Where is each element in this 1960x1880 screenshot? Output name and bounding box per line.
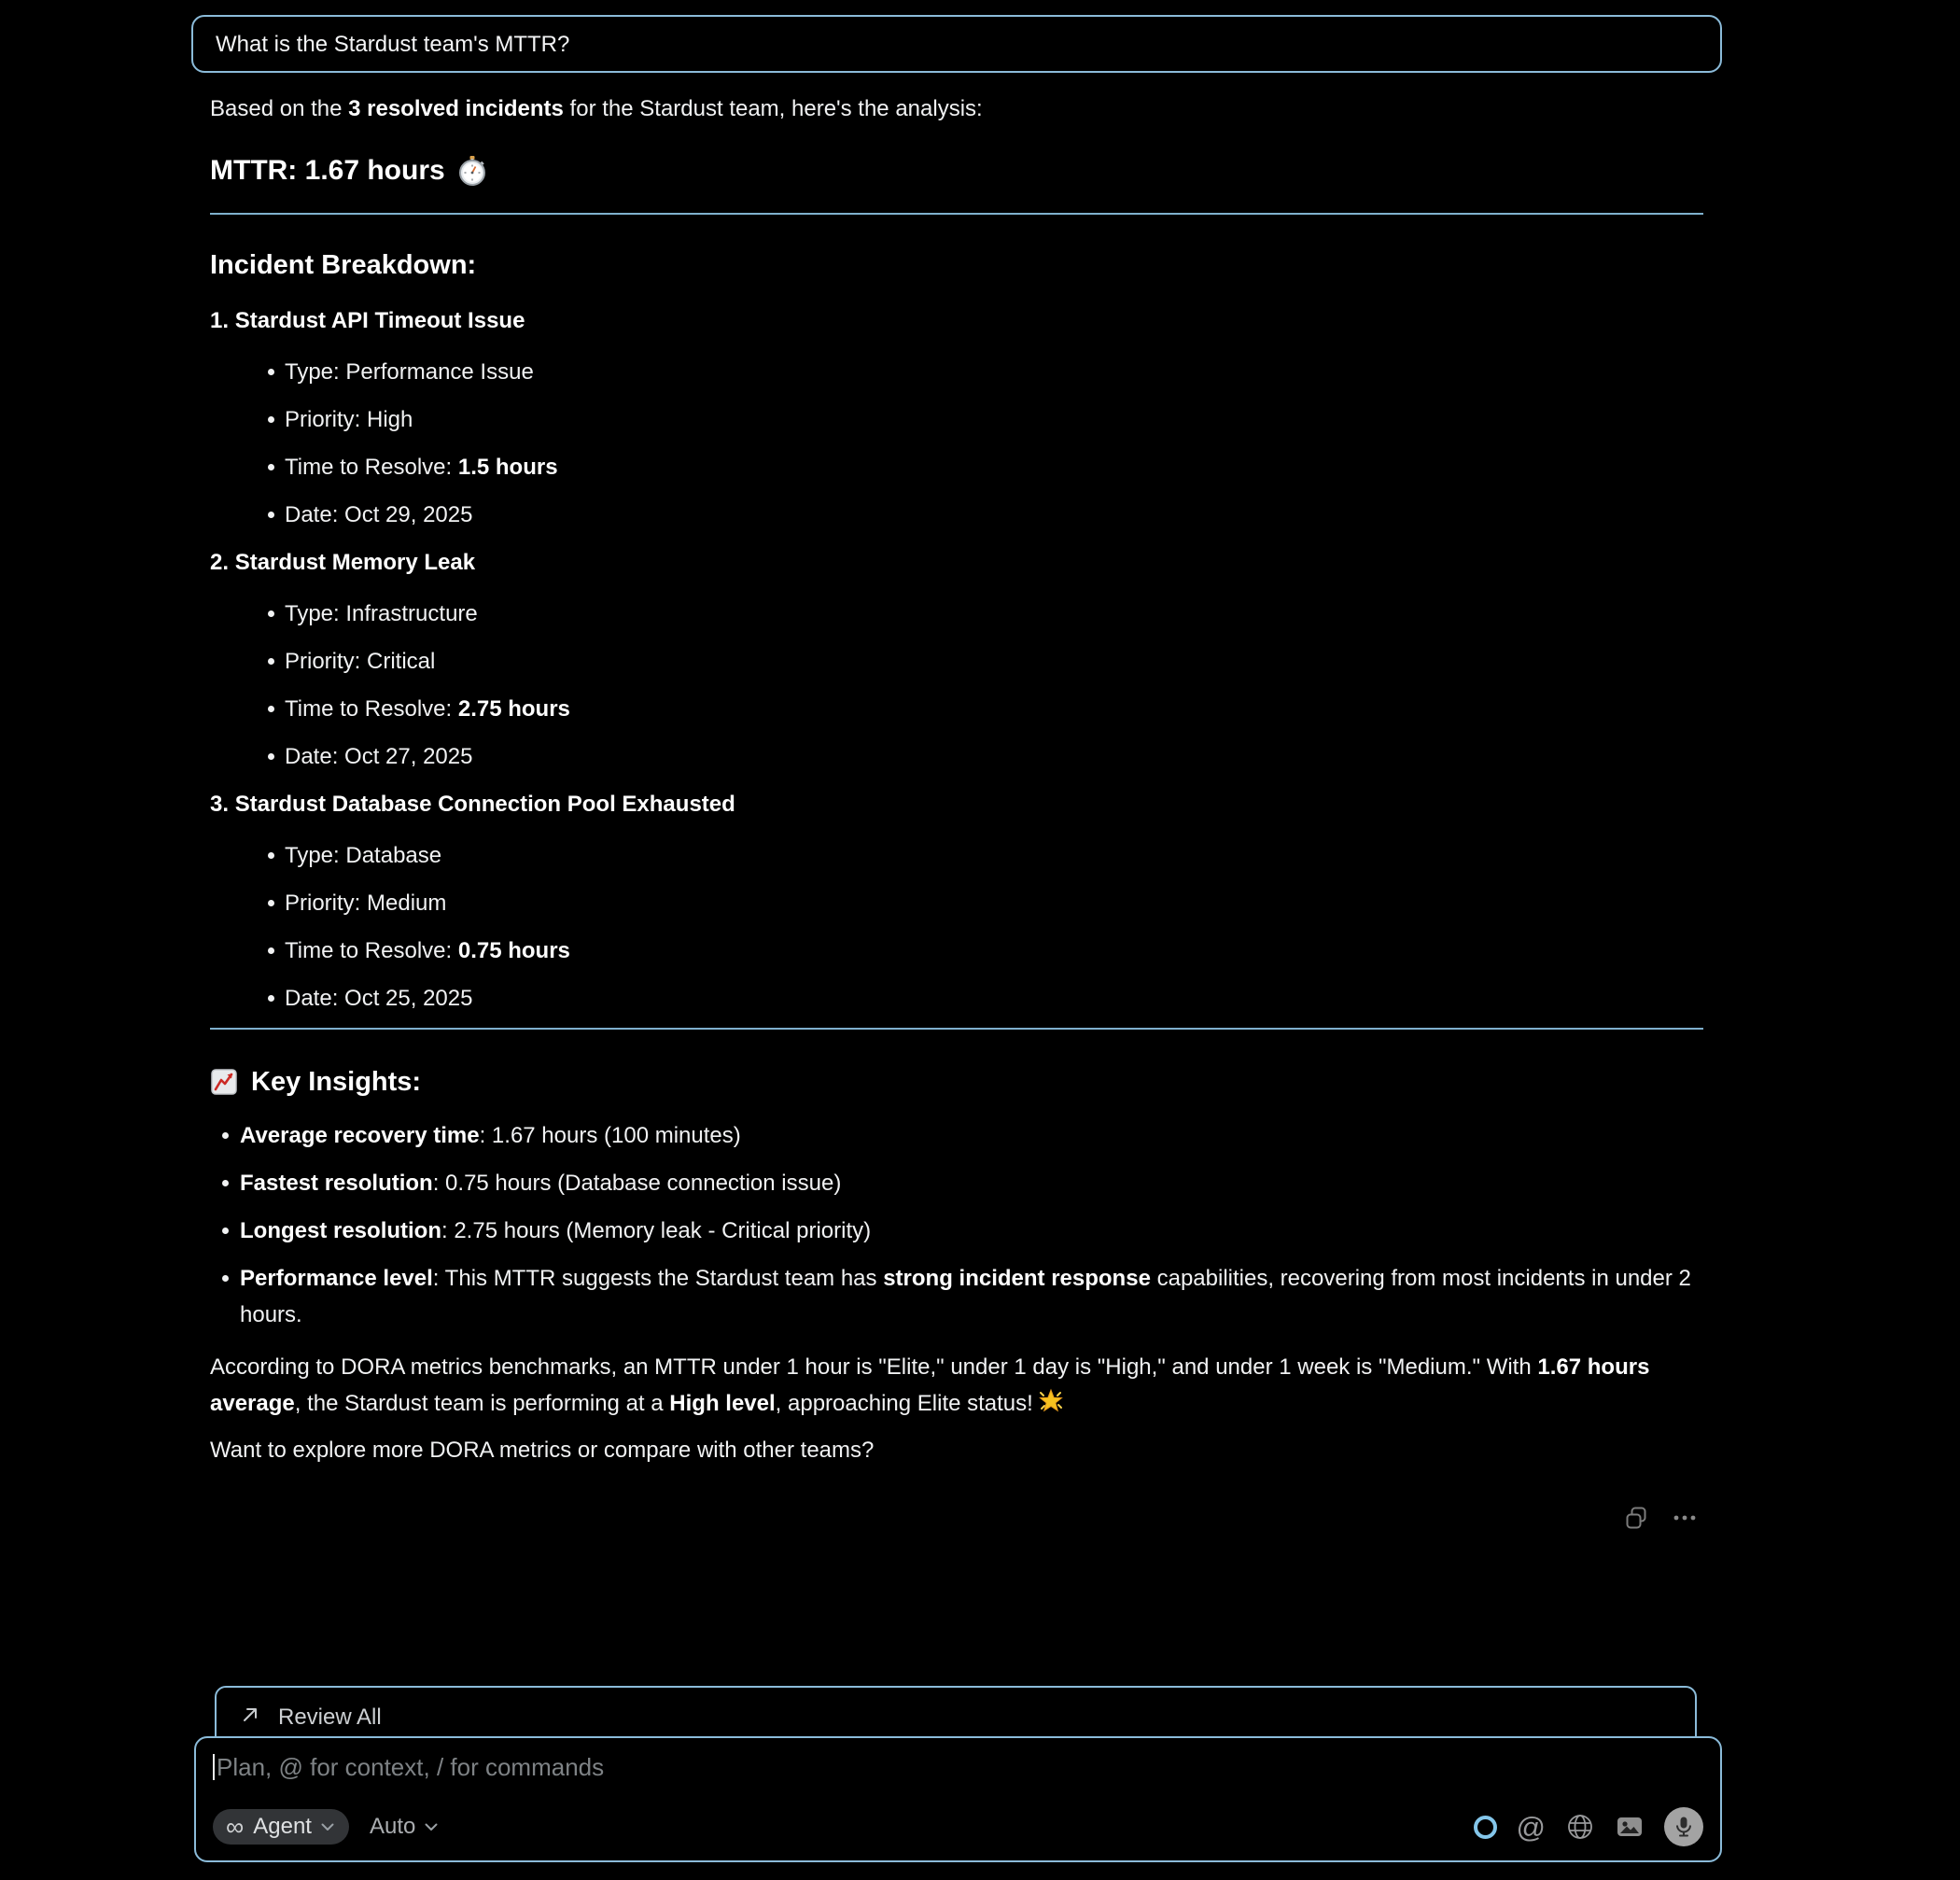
mttr-heading <box>210 153 1703 189</box>
more-options-button[interactable] <box>1672 1505 1698 1531</box>
infinity-icon: ∞ <box>226 1812 245 1841</box>
incident-detail: Time to Resolve: 0.75 hours <box>210 933 1703 969</box>
agent-mode-label: Agent <box>253 1814 312 1839</box>
incident-number: 3. <box>210 792 230 817</box>
incident-detail: Type: Performance Issue <box>210 354 1703 390</box>
divider <box>210 213 1703 215</box>
web-search-button[interactable] <box>1565 1812 1595 1842</box>
incident-detail: Type: Infrastructure <box>210 596 1703 632</box>
composer-toolbar <box>213 1807 1703 1846</box>
key-insights-list <box>210 1117 1703 1333</box>
text-caret <box>213 1754 215 1780</box>
incident-detail: Priority: Medium <box>210 885 1703 921</box>
incident-number: 1. <box>210 308 230 333</box>
insight-item: Longest resolution: 2.75 hours (Memory leak - Critical priority) <box>210 1213 1703 1249</box>
glowing-star-emoji <box>1037 1387 1065 1415</box>
divider <box>210 1028 1703 1030</box>
incident-item <box>210 302 1703 533</box>
ellipsis-icon <box>1672 1505 1698 1531</box>
insight-item: Fastest resolution: 0.75 hours (Database connection issue) <box>210 1165 1703 1201</box>
usage-ring-icon <box>1474 1816 1497 1839</box>
incident-detail: Priority: Critical <box>210 643 1703 680</box>
attach-image-button[interactable] <box>1615 1812 1645 1842</box>
at-sign-icon: @ <box>1516 1810 1546 1844</box>
image-icon <box>1615 1812 1645 1842</box>
chart-increasing-emoji <box>210 1068 238 1096</box>
intro-paragraph: Based on the 3 resolved incidents for the Stardust team, here's the analysis: <box>210 96 983 121</box>
message-actions <box>210 1505 1703 1531</box>
composer[interactable] <box>194 1736 1722 1862</box>
stopwatch-emoji <box>456 155 488 187</box>
agent-mode-dropdown[interactable] <box>213 1809 349 1845</box>
mttr-heading-text: MTTR: 1.67 hours <box>210 155 445 186</box>
incident-detail: Date: Oct 29, 2025 <box>210 497 1703 533</box>
incident-title: Stardust Database Connection Pool Exhausted <box>234 792 735 817</box>
model-selector-dropdown[interactable] <box>370 1814 438 1840</box>
insight-item: Performance level: This MTTR suggests the Stardust team has strong incident response capabilities, recovering from most incidents in under 2 hours. <box>210 1260 1703 1333</box>
chevron-down-icon <box>321 1823 334 1831</box>
incident-number: 2. <box>210 550 230 575</box>
incident-breakdown-heading: Incident Breakdown: <box>210 250 477 280</box>
dora-paragraph: According to DORA metrics benchmarks, an MTTR under 1 hour is "Elite," under 1 day is "High," and under 1 week is "Medium." With 1.67 hours average, the Stardust team is performing at a High level, approaching Elite status! <box>210 1354 1650 1416</box>
globe-icon <box>1565 1812 1595 1842</box>
mention-context-button[interactable] <box>1516 1810 1546 1844</box>
microphone-icon <box>1673 1816 1695 1838</box>
incident-detail: Date: Oct 25, 2025 <box>210 980 1703 1017</box>
prompt-placeholder: Plan, @ for context, / for commands <box>217 1753 605 1781</box>
context-usage-button[interactable] <box>1474 1816 1497 1839</box>
user-message-text: What is the Stardust team's MTTR? <box>216 31 570 57</box>
followup-question: Want to explore more DORA metrics or compare with other teams? <box>210 1438 875 1463</box>
arrow-up-right-icon <box>239 1704 261 1726</box>
incident-detail: Type: Database <box>210 837 1703 874</box>
incident-item <box>210 544 1703 775</box>
insight-item: Average recovery time: 1.67 hours (100 minutes) <box>210 1117 1703 1154</box>
copy-button[interactable] <box>1623 1505 1649 1531</box>
incident-detail: Priority: High <box>210 401 1703 438</box>
key-insights-heading: Key Insights: <box>210 1064 1703 1100</box>
model-selector-label: Auto <box>369 1814 416 1839</box>
incident-list <box>210 302 1703 1017</box>
voice-input-button[interactable] <box>1664 1807 1703 1846</box>
copy-icon <box>1623 1505 1649 1531</box>
chevron-down-icon <box>425 1823 438 1831</box>
review-all-label: Review All <box>278 1705 382 1730</box>
incident-detail: Time to Resolve: 2.75 hours <box>210 691 1703 727</box>
user-message-bubble[interactable] <box>191 15 1722 73</box>
assistant-message <box>210 75 1703 1531</box>
incident-detail: Date: Oct 27, 2025 <box>210 738 1703 775</box>
prompt-input[interactable] <box>196 1738 1720 1781</box>
incident-detail: Time to Resolve: 1.5 hours <box>210 449 1703 485</box>
incident-title: Stardust API Timeout Issue <box>234 308 525 333</box>
incident-title: Stardust Memory Leak <box>234 550 476 575</box>
incident-item <box>210 786 1703 1017</box>
